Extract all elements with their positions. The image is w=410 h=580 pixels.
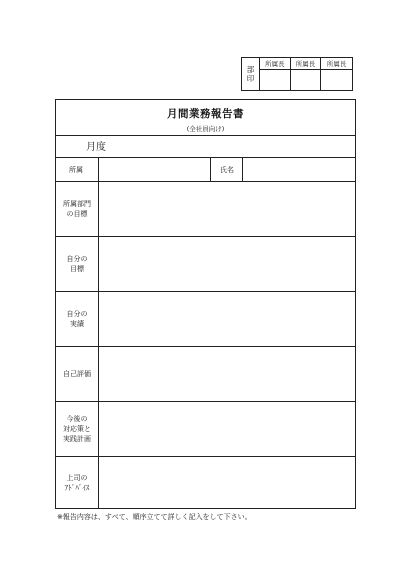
self-evaluation-field[interactable] bbox=[99, 346, 355, 401]
section-future-action-plan bbox=[56, 401, 355, 457]
section-label-line: 上司の bbox=[66, 473, 88, 482]
future-action-plan-field[interactable] bbox=[99, 401, 355, 456]
approval-stamp-slot-3[interactable] bbox=[321, 70, 352, 90]
my-goal-field[interactable] bbox=[99, 236, 355, 291]
divider bbox=[210, 157, 211, 181]
section-label bbox=[56, 346, 98, 401]
section-label-line: の目標 bbox=[66, 209, 88, 218]
section-label bbox=[56, 236, 98, 291]
section-label-line: 今後の bbox=[66, 414, 88, 423]
approval-stamp-box bbox=[241, 57, 353, 91]
section-label-line: 実績 bbox=[70, 319, 84, 328]
section-label bbox=[56, 291, 98, 346]
supervisor-advice-field[interactable] bbox=[99, 456, 355, 509]
approval-header-1: 所属長 bbox=[260, 58, 291, 70]
section-label bbox=[56, 456, 98, 509]
report-form bbox=[55, 99, 356, 509]
section-label-line: 所属部門 bbox=[63, 199, 91, 208]
approval-side-label bbox=[242, 58, 260, 90]
name-field[interactable] bbox=[243, 157, 355, 181]
section-department-goal bbox=[56, 181, 355, 237]
section-label-line: 実践計画 bbox=[63, 434, 91, 443]
affiliation-field[interactable] bbox=[99, 157, 209, 181]
section-label-line: 対応策と bbox=[63, 424, 91, 433]
section-label bbox=[56, 181, 98, 236]
month-label: 月度 bbox=[86, 142, 106, 153]
department-goal-field[interactable] bbox=[99, 181, 355, 236]
approval-header-2: 所属長 bbox=[291, 58, 322, 70]
approval-stamp-slot-1[interactable] bbox=[260, 70, 291, 90]
month-row[interactable] bbox=[56, 135, 355, 158]
approval-stamp-slot-2[interactable] bbox=[291, 70, 322, 90]
approval-header-3: 所属長 bbox=[321, 58, 352, 70]
section-my-goal bbox=[56, 236, 355, 292]
section-my-results bbox=[56, 291, 355, 347]
footnote: ※報告内容は、すべて、順序立てて詳しく記入をして下さい。 bbox=[57, 513, 252, 521]
section-label-line: 目標 bbox=[70, 264, 84, 273]
section-label-line: 自己評価 bbox=[63, 369, 91, 378]
section-label-line: 自分の bbox=[66, 309, 88, 318]
section-self-evaluation bbox=[56, 346, 355, 402]
section-supervisor-advice bbox=[56, 456, 355, 509]
form-title: 月間業務報告書 bbox=[167, 108, 244, 120]
form-subtitle: (全社員向け) bbox=[186, 125, 225, 133]
affiliation-row bbox=[56, 157, 355, 182]
my-results-field[interactable] bbox=[99, 291, 355, 346]
section-label-line: ｱﾄﾞﾊﾞｲｽ bbox=[64, 483, 90, 492]
affiliation-label: 所属 bbox=[69, 166, 83, 174]
section-label-line: 自分の bbox=[66, 254, 88, 263]
approval-side-char-1: 部 bbox=[246, 65, 255, 74]
form-header bbox=[56, 100, 355, 136]
section-label bbox=[56, 401, 98, 456]
name-label: 氏名 bbox=[220, 166, 234, 174]
approval-side-char-2: 印 bbox=[246, 74, 255, 83]
